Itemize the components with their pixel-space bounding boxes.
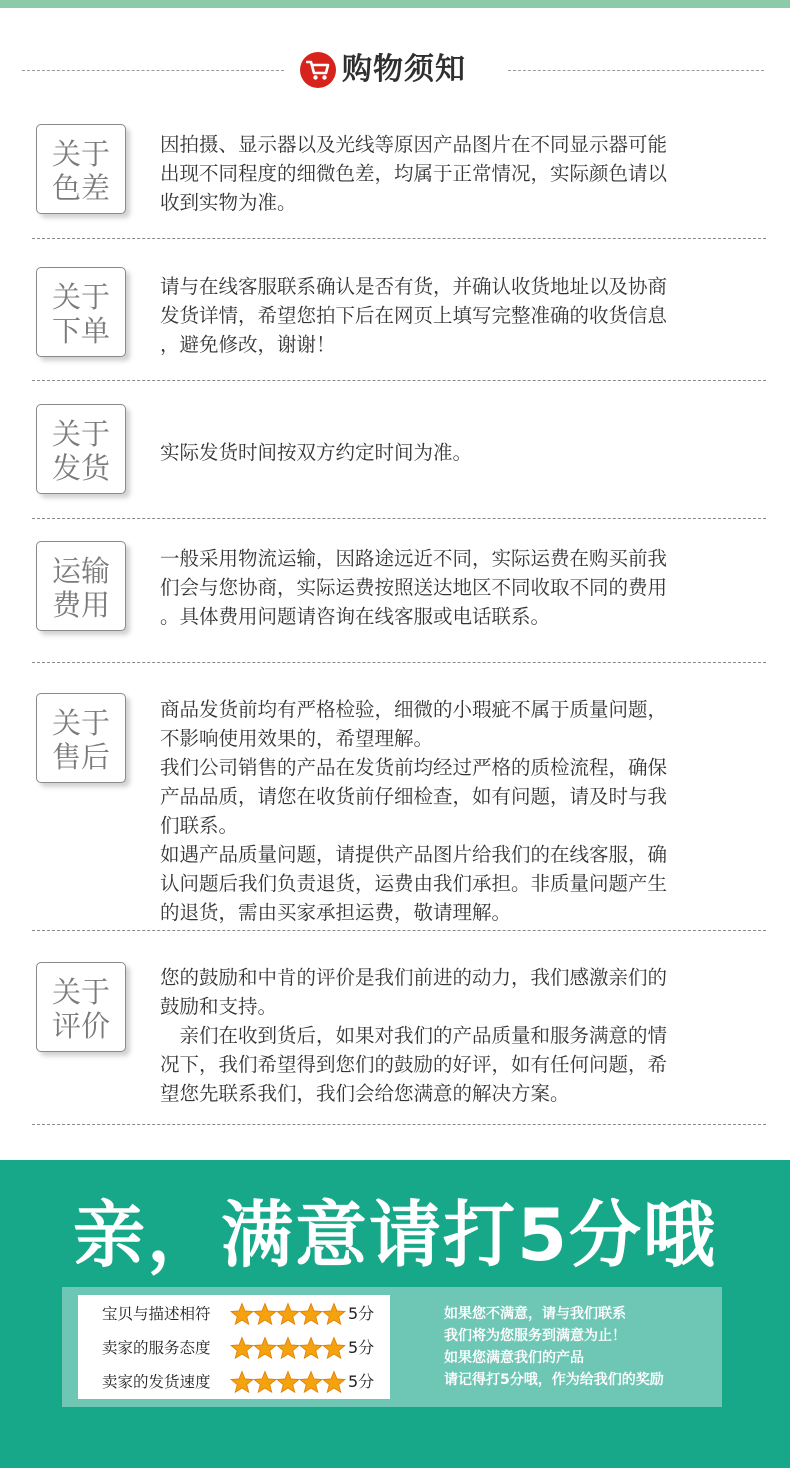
star-rating — [230, 1368, 346, 1396]
promo-message-line: 如果您满意我们的产品 — [444, 1350, 584, 1366]
header-divider-right — [508, 70, 764, 71]
shopping-cart-icon — [300, 52, 336, 88]
section-label-line2: 下单 — [51, 314, 110, 348]
section-text: 实际发货时间按双方约定时间为准。 — [160, 441, 473, 464]
ratings-card — [78, 1295, 390, 1399]
rating-label: 宝贝与描述相符 — [102, 1305, 211, 1323]
section-label-line2: 色差 — [51, 171, 110, 205]
section-label-line1: 关于 — [51, 706, 110, 740]
section-label — [36, 404, 126, 494]
top-accent-bar — [0, 0, 790, 8]
section-label-line1: 关于 — [51, 280, 110, 314]
section-label — [36, 267, 126, 357]
star-icon — [231, 1372, 253, 1393]
section-divider — [32, 380, 766, 381]
star-icon — [323, 1304, 345, 1325]
star-icon — [277, 1304, 299, 1325]
section-label-line2: 费用 — [51, 588, 110, 622]
star-icon — [277, 1338, 299, 1359]
star-icon — [277, 1372, 299, 1393]
section-text: 一般采用物流运输，因路途远近不同，实际运费在购买前我 们会与您协商，实际运费按照送达地区不同收取不同的费用 。具体费用问题请咨询在线客服或电话联系。 — [160, 547, 668, 628]
star-icon — [254, 1372, 276, 1393]
section-label-line2: 售后 — [51, 740, 110, 774]
rating-score: 5分 — [348, 1372, 375, 1391]
promo-message-line: 如果您不满意，请与我们联系 — [444, 1306, 626, 1322]
rating-promo-banner — [0, 1160, 790, 1468]
page-title: 购物须知 — [342, 52, 466, 87]
rating-score: 5分 — [348, 1304, 375, 1323]
section-divider — [32, 518, 766, 519]
rating-label: 卖家的服务态度 — [102, 1339, 211, 1357]
section-text: 您的鼓励和中肯的评价是我们前进的动力，我们感激亲们的 鼓励和支持。 亲们在收到货后，如果对我们的产品质量和服务满意的情 况下，我们希望得到您们的鼓励的好评，如有任何问题，希 望您先联系我们，我们会给您满意的解决方案。 — [160, 966, 668, 1105]
section-label-line1: 运输 — [51, 554, 110, 588]
star-rating — [230, 1300, 346, 1328]
section-label-line1: 关于 — [51, 975, 110, 1009]
promo-message-line: 请记得打5分哦，作为给我们的奖励 — [444, 1372, 664, 1388]
section-label — [36, 962, 126, 1052]
rating-label: 卖家的发货速度 — [102, 1373, 211, 1391]
rating-score: 5分 — [348, 1338, 375, 1357]
star-icon — [254, 1338, 276, 1359]
section-divider — [32, 662, 766, 663]
rating-row — [78, 1297, 390, 1331]
section-text: 请与在线客服联系确认是否有货，并确认收货地址以及协商 发货详情，希望您拍下后在网页上填写完整准确的收货信息 ，避免修改，谢谢！ — [160, 275, 668, 356]
star-icon — [231, 1338, 253, 1359]
rating-row — [78, 1365, 390, 1399]
star-icon — [300, 1372, 322, 1393]
promo-message — [444, 1303, 714, 1391]
section-label-line1: 关于 — [51, 137, 110, 171]
section-label — [36, 124, 126, 214]
section-divider — [32, 930, 766, 931]
header-divider-left — [22, 70, 284, 71]
star-icon — [300, 1338, 322, 1359]
section-label — [36, 693, 126, 783]
notice-header — [0, 40, 790, 100]
section-label-line2: 发货 — [51, 451, 110, 485]
section-divider — [32, 238, 766, 239]
star-icon — [300, 1304, 322, 1325]
section-divider — [32, 1124, 766, 1125]
promo-panel — [62, 1287, 722, 1407]
promo-slogan: 亲，满意请打5分哦 — [72, 1193, 718, 1277]
section-label — [36, 541, 126, 631]
rating-row — [78, 1331, 390, 1365]
star-rating — [230, 1334, 346, 1362]
star-icon — [323, 1338, 345, 1359]
section-text: 商品发货前均有严格检验，细微的小瑕疵不属于质量问题， 不影响使用效果的，希望理解。 我们公司销售的产品在发货前均经过严格的质检流程，确保 产品品质，请您在收货前仔细检查，如有问题，请及时与我 们联系。 如遇产品质量问题，请提供产品图片给我们的在线客服，确 认问题后我们负责退货，运费由我们承担。非质量问题产生 的退货，需由买家承担运费，敬请理解。 — [160, 698, 668, 924]
section-text: 因拍摄、显示器以及光线等原因产品图片在不同显示器可能 出现不同程度的细微色差，均属于正常情况，实际颜色请以 收到实物为准。 — [160, 133, 668, 214]
promo-message-line: 我们将为您服务到满意为止！ — [444, 1328, 626, 1344]
star-icon — [254, 1304, 276, 1325]
section-label-line1: 关于 — [51, 417, 110, 451]
star-icon — [231, 1304, 253, 1325]
star-icon — [323, 1372, 345, 1393]
section-label-line2: 评价 — [51, 1009, 110, 1043]
